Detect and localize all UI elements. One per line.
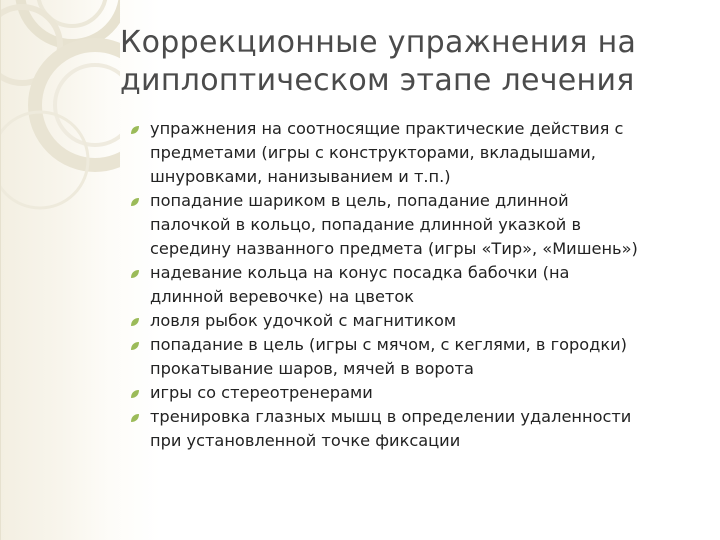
list-item [130,333,705,381]
bullet-line: попадание в цель (игры с мячом, с кеглями, в городки) [150,335,627,354]
list-item [130,405,705,453]
list-item [130,261,705,309]
leaf-bullet-icon [130,389,140,399]
leaf-bullet-icon [130,413,140,423]
title-line: Коррекционные упражнения на [120,25,637,60]
leaf-bullet-icon [130,269,140,279]
list-item [130,117,705,189]
list-item [130,309,705,333]
list-item [130,189,705,261]
bullet-list [130,117,705,453]
bullet-line: середину названного предмета (игры «Тир», «Мишень») [150,239,638,258]
bullet-line: надевание кольца на конус посадка бабочки (на [150,263,570,282]
leaf-bullet-icon [130,125,140,135]
bullet-line: палочкой в кольцо, попадание длинной указкой в [150,215,582,234]
title-line: диплоптическом этапе лечения [120,63,635,98]
bullet-line: шнуровками, нанизыванием и т.п.) [150,167,451,186]
bullet-line: прокатывание шаров, мячей в ворота [150,359,474,378]
bullet-line: упражнения на соотносящие практические действия с [150,119,624,138]
bullet-line: попадание шариком в цель, попадание длинной [150,191,569,210]
list-item [130,381,705,405]
bullet-line: игры со стереотренерами [150,383,373,402]
bullet-line: тренировка глазных мышц в определении удаленности [150,407,632,426]
slide-title [120,24,700,100]
leaf-bullet-icon [130,317,140,327]
leaf-bullet-icon [130,197,140,207]
leaf-bullet-icon [130,341,140,351]
bullet-line: при установленной точке фиксации [150,431,461,450]
bullet-line: ловля рыбок удочкой с магнитиком [150,311,457,330]
decorative-circles [0,0,120,540]
bullet-line: длинной веревочке) на цветок [150,287,415,306]
bullet-line: предметами (игры с конструкторами, вкладышами, [150,143,596,162]
